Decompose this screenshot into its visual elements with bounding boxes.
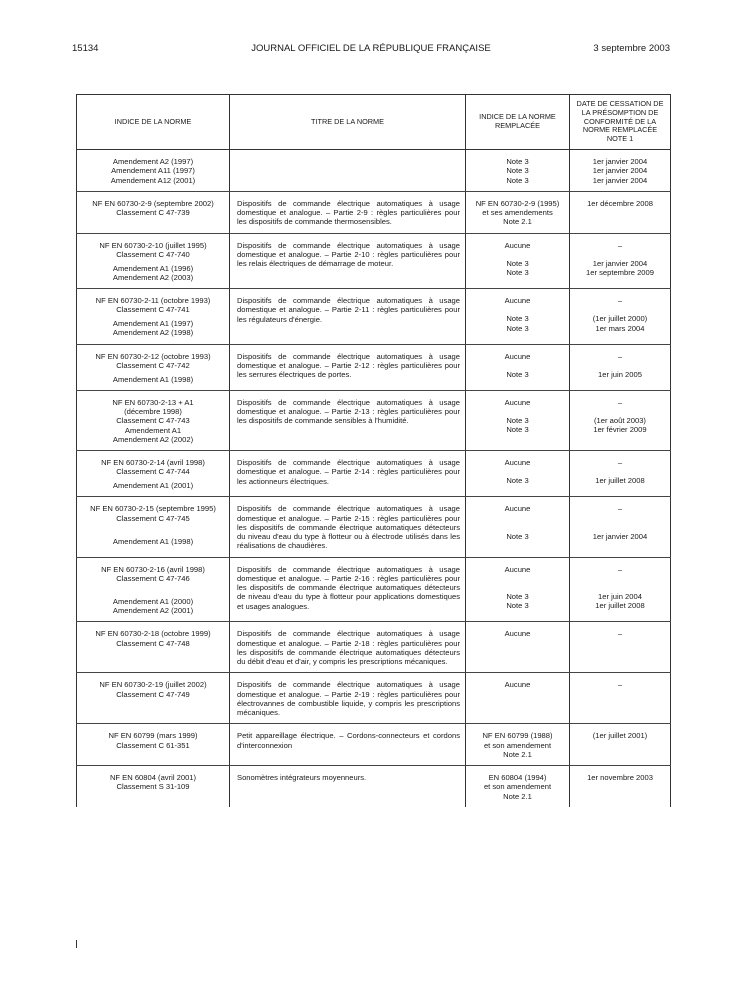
cell-indice-line: NF EN 60730-2-13 + A1 bbox=[112, 397, 194, 407]
cell-cessation-line: 1er janvier 2004 bbox=[592, 258, 648, 268]
cell-cessation-line: 1er février 2009 bbox=[593, 425, 647, 435]
cell-indice-line: Amendement A1 (2000) bbox=[112, 596, 194, 606]
cell-remplacee-line: et ses amendements bbox=[482, 208, 553, 217]
cell-remplacee-line: Aucune bbox=[504, 680, 531, 690]
table-row bbox=[77, 622, 671, 673]
table-row bbox=[77, 557, 671, 622]
cell-remplacee-line: Note 2.1 bbox=[503, 791, 532, 801]
cell-cessation bbox=[570, 344, 671, 390]
cell-cessation bbox=[570, 390, 671, 450]
cell-titre-line: Dispositifs de commande électrique automatiques à usage domestique et analogue. – Partie 2-15 : règles particulières pour les dispositifs de commande électrique automatiques détecteurs du niveau d'eau du type à flotteur ou à électrode utilisés dans les réalisations de chaudières. bbox=[237, 504, 460, 551]
cell-remplacee-line: Aucune bbox=[504, 351, 531, 361]
cell-indice-line: Amendement A11 (1997) bbox=[111, 166, 195, 176]
cell-indice-line: Amendement A2 (2003) bbox=[112, 272, 194, 282]
cell-indice bbox=[77, 766, 230, 807]
cell-indice bbox=[77, 673, 230, 724]
cell-titre-line: Dispositifs de commande électrique automatiques à usage domestique et analogue. – Partie 2-12 : règles particulières pour les serrures électriques de portes. bbox=[237, 351, 460, 380]
table-row bbox=[77, 289, 671, 345]
column-rule-fragment bbox=[76, 940, 77, 948]
cell-indice-line: Classement C 47-739 bbox=[116, 208, 190, 217]
cell-indice-line: Amendement A2 (2001) bbox=[112, 606, 194, 616]
table-row bbox=[77, 390, 671, 450]
cell-titre-line: Sonomètres intégrateurs moyenneurs. bbox=[237, 773, 367, 783]
cell-titre bbox=[230, 497, 466, 557]
cell-cessation-line: – bbox=[617, 629, 623, 639]
cell-cessation bbox=[570, 497, 671, 557]
col-header-cessation-text: DATE DE CESSATION DE LA PRÉSOMPTION DE CONFORMITÉ DE LA NORME REMPLACÉE NOTE 1 bbox=[576, 98, 664, 144]
cell-remplacee-line: Note 3 bbox=[506, 601, 529, 611]
cell-indice-line: Classement C 47-740 bbox=[116, 249, 190, 259]
table-row bbox=[77, 150, 671, 192]
norms-table bbox=[76, 94, 671, 807]
cell-indice bbox=[77, 451, 230, 497]
cell-indice bbox=[77, 289, 230, 345]
cell-remplacee-line: NF EN 60799 (1988) bbox=[482, 731, 553, 741]
cell-indice-line: Classement C 47-749 bbox=[116, 689, 190, 699]
cell-remplacee-line: Aucune bbox=[504, 458, 531, 468]
table-row bbox=[77, 191, 671, 233]
cell-remplacee-line: Aucune bbox=[504, 504, 531, 514]
cell-remplacee-line: Note 2.1 bbox=[503, 217, 532, 227]
cell-remplacee bbox=[466, 724, 570, 766]
cell-titre bbox=[230, 673, 466, 724]
cell-titre bbox=[230, 766, 466, 807]
table-row bbox=[77, 724, 671, 766]
cell-cessation bbox=[570, 766, 671, 807]
cell-indice-line: NF EN 60730-2-15 (septembre 1995) bbox=[90, 504, 216, 514]
cell-cessation-line: – bbox=[617, 504, 623, 514]
cell-cessation-line: 1er juin 2005 bbox=[598, 369, 642, 379]
cell-remplacee-line: Note 3 bbox=[506, 175, 529, 185]
table-row bbox=[77, 673, 671, 724]
cell-remplacee bbox=[466, 622, 570, 673]
page-number: 15134 bbox=[72, 43, 99, 54]
cell-titre bbox=[230, 390, 466, 450]
cell-titre-line: Dispositifs de commande électrique automatiques à usage domestique et analogue. – Partie 2-16 : règles particulières pour les dispositifs de commande électrique automatiques détecteurs de niveau d'eau du type à flotteur pour applications domestiques et usages analogues. bbox=[237, 564, 460, 611]
cell-indice-line: Classement C 61-351 bbox=[116, 740, 190, 750]
cell-remplacee bbox=[466, 233, 570, 289]
cell-remplacee bbox=[466, 150, 570, 192]
cell-cessation-line: 1er janvier 2004 bbox=[592, 157, 648, 166]
cell-indice-line: Classement C 47-746 bbox=[116, 573, 190, 583]
cell-remplacee bbox=[466, 673, 570, 724]
cell-remplacee-line: Aucune bbox=[504, 629, 531, 639]
cell-titre bbox=[230, 233, 466, 289]
col-header-cessation bbox=[570, 95, 671, 150]
cell-titre-line: Dispositifs de commande électrique automatiques à usage domestique et analogue. – Partie 2-11 : règles particulières pour les régulateurs d'énergie. bbox=[237, 296, 460, 324]
cell-indice-line: Amendement A1 (1998) bbox=[112, 374, 194, 384]
cell-cessation-line: – bbox=[617, 564, 623, 574]
publication-date: 3 septembre 2003 bbox=[593, 43, 670, 54]
cell-indice bbox=[77, 233, 230, 289]
table-row bbox=[77, 497, 671, 557]
cell-cessation bbox=[570, 557, 671, 622]
cell-indice-line: Amendement A1 (1996) bbox=[112, 263, 194, 273]
table-row bbox=[77, 344, 671, 390]
cell-indice bbox=[77, 557, 230, 622]
cell-remplacee-line: Note 3 bbox=[506, 416, 529, 426]
cell-titre-line: Dispositifs de commande électrique automatiques à usage domestique et analogue. – Partie 2-9 : règles particulières pour les dispositifs de commande thermosensibles. bbox=[237, 198, 460, 227]
cell-cessation bbox=[570, 289, 671, 345]
cell-remplacee bbox=[466, 289, 570, 345]
cell-remplacee-line: NF EN 60730-2-9 (1995) bbox=[475, 198, 560, 208]
cell-remplacee-line: Note 3 bbox=[506, 166, 529, 176]
cell-cessation-line: – bbox=[617, 397, 623, 407]
cell-remplacee bbox=[466, 497, 570, 557]
cell-cessation-line: (1er juillet 2001) bbox=[592, 731, 648, 741]
cell-remplacee-line: Aucune bbox=[504, 564, 531, 574]
cell-titre-line: Petit appareillage électrique. – Cordons-connecteurs et cordons d'interconnexion bbox=[237, 731, 460, 750]
cell-indice-line: NF EN 60730-2-9 (septembre 2002) bbox=[92, 198, 214, 208]
cell-cessation-line: (1er juillet 2000) bbox=[592, 314, 648, 324]
cell-remplacee bbox=[466, 766, 570, 807]
cell-titre bbox=[230, 344, 466, 390]
cell-cessation-line: (1er août 2003) bbox=[594, 416, 646, 426]
cell-cessation-line: – bbox=[617, 296, 623, 306]
cell-remplacee bbox=[466, 191, 570, 233]
cell-indice bbox=[77, 497, 230, 557]
cell-cessation bbox=[570, 191, 671, 233]
cell-indice-line: NF EN 60730-2-10 (juillet 1995) bbox=[99, 240, 207, 250]
journal-title: JOURNAL OFFICIEL DE LA RÉPUBLIQUE FRANÇAISE bbox=[251, 43, 491, 54]
table-row bbox=[77, 233, 671, 289]
cell-indice-line: Classement C 47-748 bbox=[116, 638, 190, 648]
cell-remplacee-line: et son amendement bbox=[483, 782, 552, 792]
cell-titre bbox=[230, 557, 466, 622]
cell-indice-line: Classement C 47-744 bbox=[116, 467, 190, 477]
cell-titre-line: Dispositifs de commande électrique automatiques à usage domestique et analogue. – Partie 2-18 : règles particulières pour les dispositifs de commande électrique automatiques détecteurs du débit d'eau et d'air, y compris les prescriptions mécaniques. bbox=[237, 629, 460, 667]
cell-indice bbox=[77, 344, 230, 390]
cell-cessation-line: – bbox=[617, 680, 623, 690]
cell-indice-line: Amendement A2 (1998) bbox=[112, 328, 194, 338]
cell-remplacee-line: Note 2.1 bbox=[503, 749, 532, 759]
cell-cessation-line: 1er janvier 2004 bbox=[592, 175, 648, 185]
cell-titre bbox=[230, 150, 466, 192]
cell-indice-line: NF EN 60804 (avril 2001) bbox=[109, 773, 197, 783]
table-header-row bbox=[77, 95, 671, 150]
cell-cessation bbox=[570, 150, 671, 192]
cell-cessation-line: 1er novembre 2003 bbox=[587, 773, 653, 783]
col-header-remplacee-text: INDICE DE LA NORME REMPLACÉE bbox=[479, 112, 556, 130]
cell-indice-line: NF EN 60799 (mars 1999) bbox=[108, 731, 198, 741]
cell-indice-line: Classement C 47-743 bbox=[116, 416, 190, 426]
cell-cessation-line: 1er mars 2004 bbox=[595, 323, 645, 333]
cell-cessation bbox=[570, 622, 671, 673]
cell-remplacee-line: Note 3 bbox=[506, 592, 529, 602]
cell-indice bbox=[77, 622, 230, 673]
cell-titre bbox=[230, 451, 466, 497]
cell-titre-line: Dispositifs de commande électrique automatiques à usage domestique et analogue. – Partie 2-13 : règles particulières pour les dispositifs de commande sensibles à l'humidité. bbox=[237, 397, 460, 426]
cell-indice-line: NF EN 60730-2-14 (avril 1998) bbox=[101, 458, 205, 468]
cell-remplacee-line: Note 3 bbox=[506, 323, 529, 333]
page-header bbox=[72, 43, 670, 57]
cell-titre bbox=[230, 724, 466, 766]
cell-remplacee-line: Note 3 bbox=[506, 157, 529, 166]
cell-remplacee-line: Note 3 bbox=[506, 476, 529, 486]
cell-remplacee-line: Aucune bbox=[504, 296, 531, 306]
cell-cessation-line: 1er décembre 2008 bbox=[587, 198, 653, 208]
cell-remplacee-line: Note 3 bbox=[506, 369, 529, 379]
cell-indice-line: Classement S 31-109 bbox=[116, 782, 190, 792]
cell-remplacee bbox=[466, 451, 570, 497]
cell-indice bbox=[77, 191, 230, 233]
cell-indice-line: NF EN 60730-2-11 (octobre 1993) bbox=[95, 296, 211, 306]
cell-cessation-line: 1er juillet 2008 bbox=[595, 476, 645, 486]
cell-indice-line: NF EN 60730-2-19 (juillet 2002) bbox=[99, 680, 207, 690]
cell-indice-line: Amendement A12 (2001) bbox=[110, 175, 196, 185]
table-body bbox=[77, 150, 671, 807]
cell-cessation-line: – bbox=[617, 458, 623, 468]
cell-remplacee-line: Aucune bbox=[504, 240, 531, 250]
cell-titre-line: Dispositifs de commande électrique automatiques à usage domestique et analogue. – Partie 2-19 : règles particulières pour électrovannes de combustible liquide, y compris les prescriptions mécaniques. bbox=[237, 680, 460, 718]
cell-indice-line: NF EN 60730-2-18 (octobre 1999) bbox=[95, 629, 211, 639]
table-row bbox=[77, 766, 671, 807]
cell-cessation bbox=[570, 724, 671, 766]
cell-indice bbox=[77, 390, 230, 450]
table-row bbox=[77, 451, 671, 497]
cell-remplacee bbox=[466, 344, 570, 390]
cell-titre-line: Dispositifs de commande électrique automatiques à usage domestique et analogue. – Partie 2-10 : règles particulières pour les relais électriques de démarrage de moteur. bbox=[237, 240, 460, 268]
cell-indice-line: Amendement A2 (2002) bbox=[112, 434, 194, 444]
cell-cessation bbox=[570, 451, 671, 497]
cell-remplacee bbox=[466, 557, 570, 622]
cell-remplacee bbox=[466, 390, 570, 450]
cell-titre-line: Dispositifs de commande électrique automatiques à usage domestique et analogue. – Partie 2-14 : règles particulières pour les actionneurs électriques. bbox=[237, 458, 460, 486]
cell-remplacee-line: Note 3 bbox=[506, 258, 529, 268]
cell-titre bbox=[230, 622, 466, 673]
cell-indice-line: Amendement A1 (1997) bbox=[112, 319, 194, 329]
cell-cessation-line: – bbox=[617, 351, 623, 361]
cell-indice-line: Classement C 47-741 bbox=[116, 305, 190, 315]
cell-indice bbox=[77, 724, 230, 766]
cell-titre bbox=[230, 289, 466, 345]
cell-cessation-line: 1er janvier 2004 bbox=[592, 166, 648, 176]
col-header-indice: INDICE DE LA NORME bbox=[77, 95, 230, 150]
cell-remplacee-line: Note 3 bbox=[506, 268, 529, 278]
cell-indice-line: (décembre 1998) bbox=[124, 407, 182, 417]
cell-remplacee-line: Note 3 bbox=[506, 314, 529, 324]
cell-indice-line: Amendement A1 (2001) bbox=[112, 481, 194, 491]
cell-cessation-line: – bbox=[617, 240, 623, 250]
cell-titre bbox=[230, 191, 466, 233]
cell-indice bbox=[77, 150, 230, 192]
cell-indice-line: Amendement A1 bbox=[124, 425, 182, 435]
col-header-titre: TITRE DE LA NORME bbox=[230, 95, 466, 150]
cell-indice-line: Classement C 47-742 bbox=[116, 360, 190, 370]
cell-cessation-line: 1er janvier 2004 bbox=[592, 531, 648, 541]
cell-remplacee-line: Note 3 bbox=[506, 531, 529, 541]
cell-indice-line: Amendement A1 (1998) bbox=[112, 536, 194, 546]
cell-cessation-line: 1er juillet 2008 bbox=[595, 601, 645, 611]
cell-cessation bbox=[570, 233, 671, 289]
cell-indice-line: NF EN 60730-2-16 (avril 1998) bbox=[101, 564, 205, 574]
cell-indice-line: NF EN 60730-2-12 (octobre 1993) bbox=[95, 351, 211, 361]
cell-cessation-line: 1er juin 2004 bbox=[598, 592, 642, 602]
cell-remplacee-line: et son amendement bbox=[483, 740, 552, 750]
cell-remplacee-line: EN 60804 (1994) bbox=[488, 773, 547, 783]
col-header-remplacee bbox=[466, 95, 570, 150]
cell-indice-line: Amendement A2 (1997) bbox=[112, 157, 194, 166]
cell-cessation-line: 1er septembre 2009 bbox=[586, 268, 654, 278]
cell-remplacee-line: Aucune bbox=[504, 397, 531, 407]
cell-remplacee-line: Note 3 bbox=[506, 425, 529, 435]
cell-cessation bbox=[570, 673, 671, 724]
cell-indice-line: Classement C 47-745 bbox=[116, 513, 190, 523]
